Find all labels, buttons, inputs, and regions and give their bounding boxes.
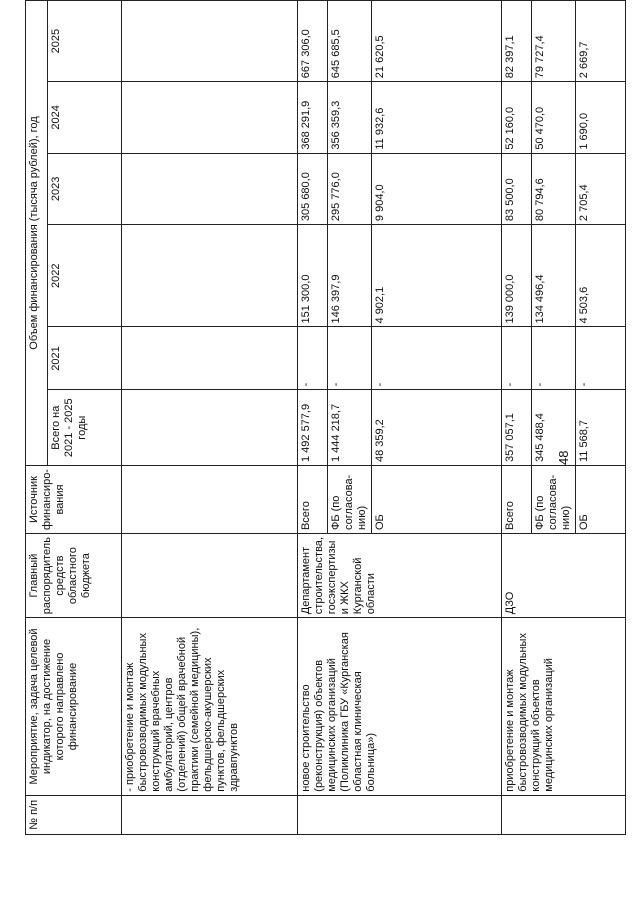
header-year-2022: 2022 <box>48 225 122 327</box>
financing-table <box>25 0 626 835</box>
value-2024: 52 160,0 <box>502 82 532 153</box>
value-2023: 2 705,4 <box>576 153 626 224</box>
section-row <box>122 1 298 835</box>
value-2021: - <box>532 327 576 390</box>
value-2024: 356 359,3 <box>328 82 372 153</box>
value-2021: - <box>502 327 532 390</box>
value-2025: 82 397,1 <box>502 1 532 82</box>
section-num <box>122 795 298 834</box>
source-cell: ОБ <box>576 466 626 534</box>
value-2022: 4 503,6 <box>576 225 626 327</box>
value-2023: 295 776,0 <box>328 153 372 224</box>
value-2023: 305 680,0 <box>298 153 328 224</box>
value-2025: 21 620,5 <box>372 1 502 82</box>
value-2021: - <box>328 327 372 390</box>
value-2024: 11 932,6 <box>372 82 502 153</box>
header-row-top <box>26 1 48 835</box>
value-2025: 667 306,0 <box>298 1 328 82</box>
header-year-2021: 2021 <box>48 327 122 390</box>
header-year-2024: 2024 <box>48 82 122 153</box>
value-2022: 151 300,0 <box>298 225 328 327</box>
manager-cell: Департамент строительства, госэкспертизы и ЖКХ Курганской области <box>298 534 502 618</box>
table-row <box>502 1 532 835</box>
header-manager: Главный распорядитель средств областного бюджета <box>26 534 122 618</box>
measure-cell: новое строительство (реконструкция) объектов медицинских организаций (Поликлиника ГБУ «Курганская областная клиническая больница») <box>298 618 502 796</box>
source-cell: Всего <box>502 466 532 534</box>
value-2024: 368 291,9 <box>298 82 328 153</box>
header-total: Всего на 2021 - 2025 годы <box>48 390 122 466</box>
total-cell: 48 359,2 <box>372 390 502 466</box>
value-2025: 645 685,5 <box>328 1 372 82</box>
total-cell: 357 057,1 <box>502 390 532 466</box>
value-2021: - <box>298 327 328 390</box>
value-2025: 2 669,7 <box>576 1 626 82</box>
value-2025: 79 727,4 <box>532 1 576 82</box>
header-year-2025: 2025 <box>48 1 122 82</box>
value-2021: - <box>372 327 502 390</box>
total-cell: 1 444 218,7 <box>328 390 372 466</box>
section-title: - приобретение и монтаж быстровозводимых модульных конструкций врачебных амбулаторий, центров (отделений) общей врачебной практики (семейной медицины), фельдшерско-акушерских пунктов, фельдшерских здравпунктов <box>122 618 298 796</box>
header-num: № п/п <box>26 795 122 834</box>
source-cell: Всего <box>298 466 328 534</box>
value-2022: 4 902,1 <box>372 225 502 327</box>
page-number: 48 <box>556 450 571 465</box>
table-row <box>298 1 328 835</box>
value-2022: 146 397,9 <box>328 225 372 327</box>
value-2023: 80 794,6 <box>532 153 576 224</box>
value-2021: - <box>576 327 626 390</box>
value-2022: 139 000,0 <box>502 225 532 327</box>
source-cell: ФБ (по согласова-нию) <box>532 466 576 534</box>
value-2024: 50 470,0 <box>532 82 576 153</box>
value-2023: 83 500,0 <box>502 153 532 224</box>
measure-cell: приобретение и монтаж быстровозводимых модульных конструкций объектов медицинских организаций <box>502 618 626 796</box>
source-cell: ФБ (по согласова-нию) <box>328 466 372 534</box>
value-2022: 134 496,4 <box>532 225 576 327</box>
value-2024: 1 690,0 <box>576 82 626 153</box>
header-year-2023: 2023 <box>48 153 122 224</box>
header-measure: Мероприятие, задача целевой индикатор, на достижение которого направлено финансирование <box>26 618 122 796</box>
header-source: Источник финансиро-вания <box>26 466 122 534</box>
total-cell: 1 492 577,9 <box>298 390 328 466</box>
source-cell: ОБ <box>372 466 502 534</box>
value-2023: 9 904,0 <box>372 153 502 224</box>
manager-cell: ДЗО <box>502 534 626 618</box>
header-volume: Объем финансирования (тысяча рублей), год <box>26 1 48 466</box>
total-cell: 345 488,4 <box>532 390 576 466</box>
total-cell: 11 568,7 <box>576 390 626 466</box>
